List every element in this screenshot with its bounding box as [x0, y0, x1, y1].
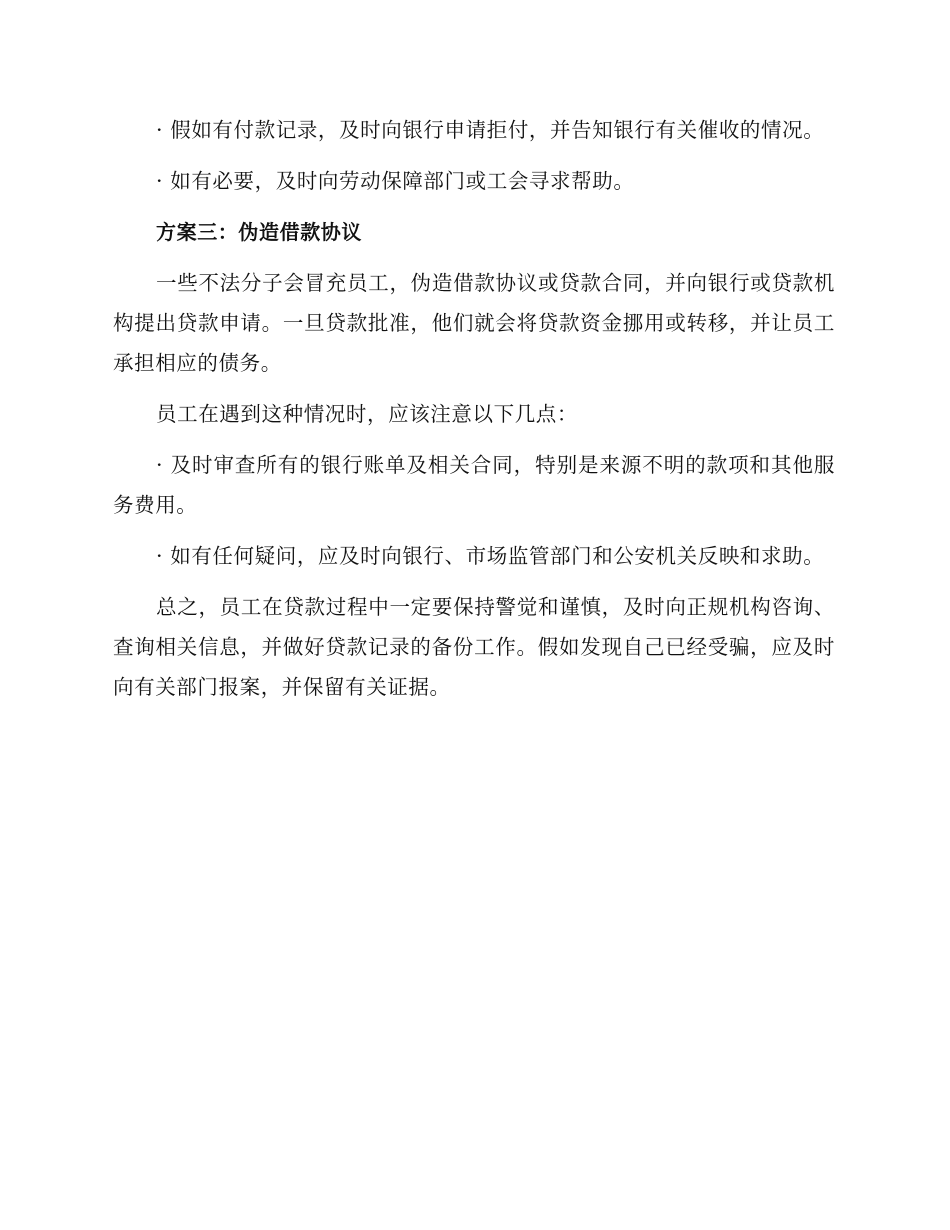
bullet-paragraph-review-bills: · 及时审查所有的银行账单及相关合同，特别是来源不明的款项和其他服务费用。 [113, 453, 835, 517]
body-paragraph-notice-intro: 员工在遇到这种情况时，应该注意以下几点： [156, 402, 578, 426]
section-heading-plan-three: 方案三：伪造借款协议 [156, 220, 362, 244]
body-paragraph-conclusion: 总之，员工在贷款过程中一定要保持警觉和谨慎，及时向正规机构咨询、查询相关信息，并做好贷款记录的备份工作。假如发现自己已经受骗，应及时向有关部门报案，并保留有关证据。 [113, 595, 835, 699]
bullet-paragraph-refund: · 假如有付款记录，及时向银行申请拒付，并告知银行有关催收的情况。 [156, 118, 825, 142]
document-page [113, 110, 835, 718]
body-paragraph-fraud-description: 一些不法分子会冒充员工，伪造借款协议或贷款合同，并向银行或贷款机构提出贷款申请。一旦贷款批准，他们就会将贷款资金挪用或转移，并让员工承担相应的债务。 [113, 271, 835, 375]
bullet-paragraph-labor-help: · 如有必要，及时向劳动保障部门或工会寻求帮助。 [156, 169, 635, 193]
bullet-paragraph-report-doubts: · 如有任何疑问，应及时向银行、市场监管部门和公安机关反映和求助。 [156, 544, 825, 568]
